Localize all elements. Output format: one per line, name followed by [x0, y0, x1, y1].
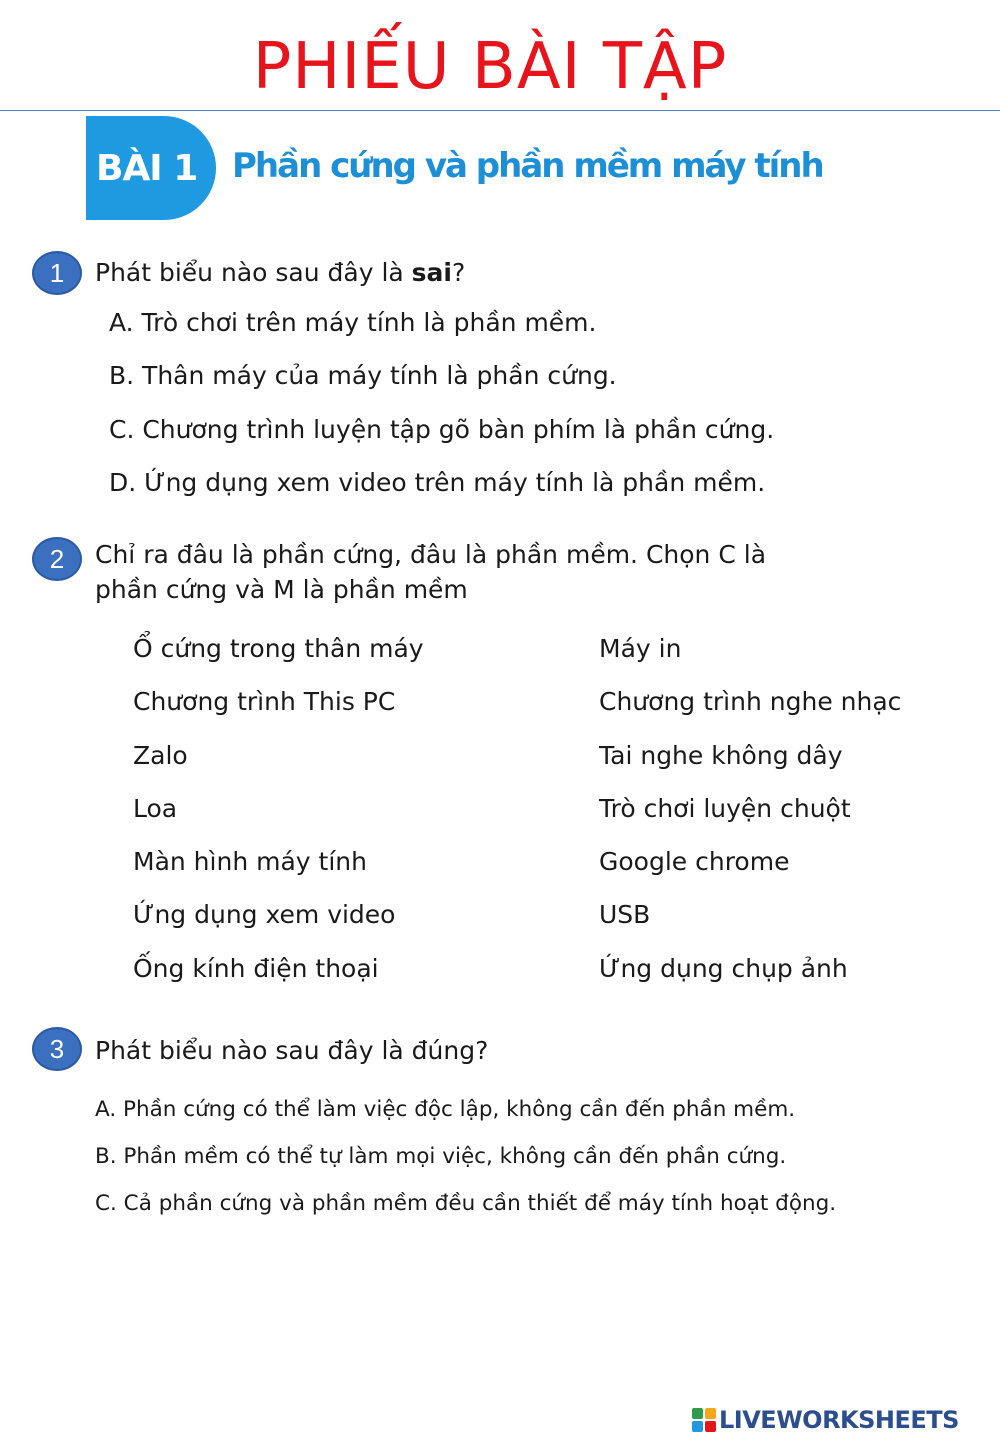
question-3-badge: 3	[32, 1027, 82, 1071]
question-2-item[interactable]: Zalo	[133, 741, 188, 770]
brand-name: LIVEWORKSHEETS	[719, 1406, 959, 1434]
liveworksheets-logo-icon	[692, 1408, 716, 1432]
question-2-item[interactable]: Chương trình nghe nhạc	[599, 687, 902, 716]
question-2-item[interactable]: Máy in	[599, 634, 682, 663]
question-2-item[interactable]: Trò chơi luyện chuột	[599, 794, 851, 823]
question-2-item[interactable]: Loa	[133, 794, 178, 823]
question-2-item[interactable]: Ổ cứng trong thân máy	[133, 634, 424, 663]
title-divider	[0, 110, 1000, 111]
page-title: PHIẾU BÀI TẬP	[252, 30, 728, 104]
question-3-prompt: Phát biểu nào sau đây là đúng?	[95, 1036, 489, 1065]
question-2-badge: 2	[32, 537, 82, 581]
lesson-number: BÀI 1	[96, 147, 198, 189]
lesson-tab	[86, 116, 216, 220]
question-1-badge: 1	[32, 251, 82, 295]
question-2-item[interactable]: Ứng dụng xem video	[133, 900, 396, 929]
question-1-option-b[interactable]: B. Thân máy của máy tính là phần cứng.	[109, 361, 617, 390]
question-3-option-a[interactable]: A. Phần cứng có thể làm việc độc lập, không cần đến phần mềm.	[95, 1097, 796, 1122]
lesson-banner	[86, 116, 823, 220]
question-2-item[interactable]: Chương trình This PC	[133, 687, 396, 716]
question-2-item[interactable]: Ống kính điện thoại	[133, 954, 379, 983]
question-2-item[interactable]: Google chrome	[599, 847, 790, 876]
question-1-option-c[interactable]: C. Chương trình luyện tập gõ bàn phím là phần cứng.	[109, 415, 775, 444]
lesson-title: Phần cứng và phần mềm máy tính	[232, 146, 823, 186]
question-2-prompt-line-1: Chỉ ra đâu là phần cứng, đâu là phần mềm. Chọn C là	[95, 540, 767, 569]
question-3-option-b[interactable]: B. Phần mềm có thể tự làm mọi việc, không cần đến phần cứng.	[95, 1144, 787, 1169]
question-2-item[interactable]: USB	[599, 900, 651, 929]
question-2-item[interactable]: Màn hình máy tính	[133, 847, 367, 876]
question-2-prompt-line-2: phần cứng và M là phần mềm	[95, 575, 468, 604]
question-1-option-a[interactable]: A. Trò chơi trên máy tính là phần mềm.	[109, 308, 597, 337]
liveworksheets-brand	[692, 1402, 959, 1438]
question-2-item[interactable]: Tai nghe không dây	[599, 741, 843, 770]
question-1-emphasis: sai	[411, 258, 452, 287]
question-1-prompt: Phát biểu nào sau đây là sai?	[95, 258, 466, 287]
question-2-item[interactable]: Ứng dụng chụp ảnh	[599, 954, 848, 983]
question-1-option-d[interactable]: D. Ứng dụng xem video trên máy tính là phần mềm.	[109, 468, 766, 497]
question-3-option-c[interactable]: C. Cả phần cứng và phần mềm đều cần thiết để máy tính hoạt động.	[95, 1191, 837, 1216]
